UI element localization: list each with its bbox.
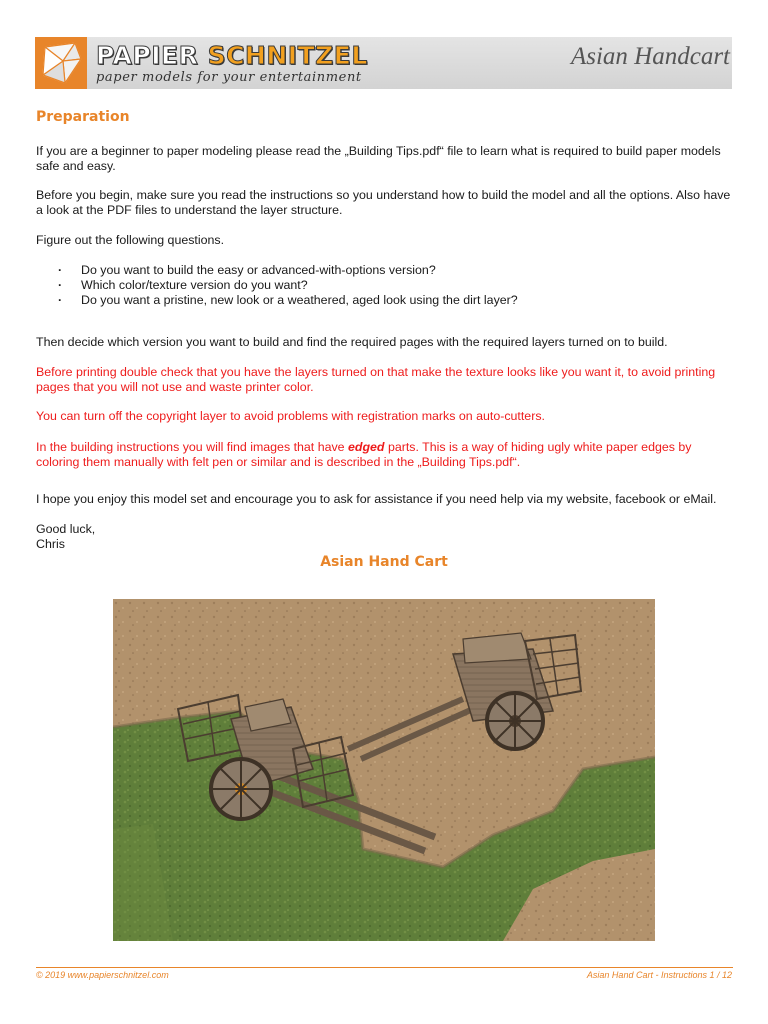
preparation-heading: Preparation [36, 109, 130, 125]
before-you-begin-paragraph: Before you begin, make sure you read the instructions so you understand how to build the model and all the options. Also have a look at the PDF files to understand the layer structure. [36, 188, 731, 217]
closing-line: Good luck, [36, 522, 96, 536]
edged-emphasis: edged [348, 440, 385, 454]
list-item: · Do you want to build the easy or advanced-with-options version? [58, 263, 518, 278]
questions-intro: Figure out the following questions. [36, 233, 225, 247]
footer-page-info: Asian Hand Cart - Instructions 1 / 12 [586, 970, 732, 980]
printing-warning: Before printing double check that you have the layers turned on that make the texture looks like you want it, to avoid printing pages that you will not use and waste printer color. [36, 365, 716, 394]
assistance-paragraph: I hope you enjoy this model set and encourage you to ask for assistance if you need help via my website, facebook or eMail. [36, 492, 717, 506]
questions-list [58, 263, 518, 308]
folded-paper-logo-icon [35, 37, 87, 89]
brand-word-papier: PAPIER [96, 41, 199, 70]
brand-tagline: paper models for your entertainment [96, 70, 362, 85]
list-item: · Do you want a pristine, new look or a weathered, aged look using the dirt layer? [58, 293, 518, 308]
intro-paragraph: If you are a beginner to paper modeling please read the „Building Tips.pdf“ file to learn what is required to build paper models safe and easy. [36, 144, 721, 173]
footer-copyright: © 2019 www.papierschnitzel.com [36, 970, 169, 980]
decide-version-paragraph: Then decide which version you want to build and find the required pages with the required layers turned on to build. [36, 335, 668, 349]
edged-note-text-end: parts. This is a way of hiding ugly white paper edges by coloring them manually with felt pen or similar and is described in the „Building Tips.pdf“. [36, 440, 692, 469]
model-heading: Asian Hand Cart [320, 554, 448, 570]
copyright-layer-note: You can turn off the copyright layer to avoid problems with registration marks on auto-cutters. [36, 409, 545, 423]
list-item: · Which color/texture version do you want? [58, 278, 518, 293]
brand-word-schnitzel: SCHNITZEL [207, 41, 368, 70]
footer-divider [36, 967, 733, 968]
edged-parts-note [36, 440, 736, 470]
edged-note-text-start: In the building instructions you will find images that have [36, 440, 349, 454]
brand-name [96, 41, 368, 71]
signature: Chris [36, 537, 65, 551]
document-title: Asian Handcart [570, 43, 730, 70]
header-banner [35, 37, 732, 89]
handcart-model-photo [113, 599, 655, 941]
